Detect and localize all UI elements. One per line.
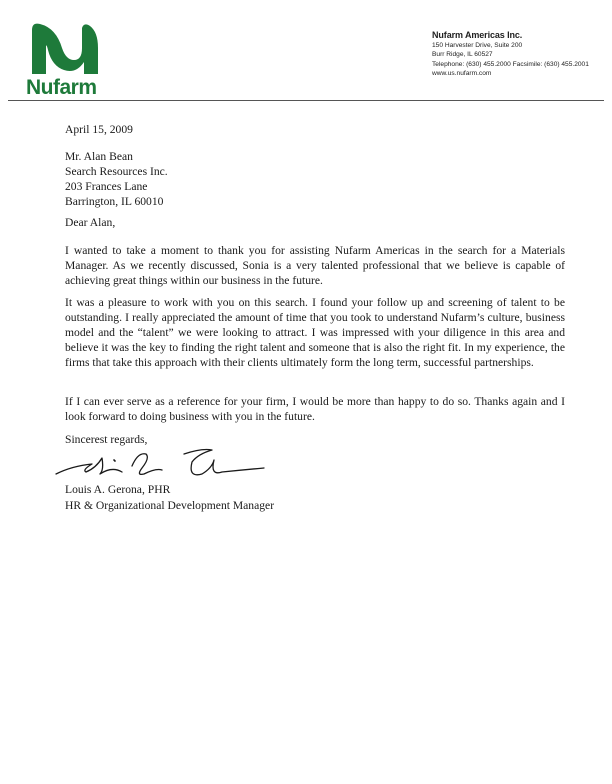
signer-title: HR & Organizational Development Manager <box>65 499 275 512</box>
nufarm-logo <box>26 18 116 99</box>
closing: Sincerest regards, <box>65 433 148 446</box>
recipient-name: Mr. Alan Bean <box>65 150 133 163</box>
logo-wordmark: Nufarm <box>26 76 97 99</box>
paragraph-3: If I can ever serve as a reference for your firm, I would be more than happy to do so. Thanks again and I look forward to doing business with you in the future. <box>65 395 565 424</box>
paragraph-2: It was a pleasure to work with you on this search. I found your follow up and screening of talent to be outstanding. I really appreciated the amount of time that you took to understand Nufarm’s culture, business model and the “talent” we were looking to attract. I was impressed with your diligence in this area and believe it was the key to finding the right talent and someone that is also the right fit. In my experience, the firms that take this approach with their clients ultimately form the long term, successful partnerships. <box>65 296 565 370</box>
recipient-address <box>65 149 565 209</box>
phone-fax-line: Telephone: (630) 455.2000 Facsimile: (630) 455.2001 <box>432 60 589 68</box>
company-contact-block <box>432 29 602 79</box>
website-text: www.us.nufarm.com <box>432 70 492 78</box>
letter-date: April 15, 2009 <box>65 123 133 136</box>
salutation: Dear Alan, <box>65 216 116 229</box>
recipient-company: Search Resources Inc. <box>65 165 168 179</box>
recipient-city: Barrington, IL 60010 <box>65 195 164 209</box>
letterhead-divider <box>8 100 604 101</box>
nufarm-leaf-icon <box>26 18 116 76</box>
handwritten-signature <box>52 444 272 480</box>
recipient-street: 203 Frances Lane <box>65 180 148 194</box>
paragraph-1: I wanted to take a moment to thank you for assisting Nufarm Americas in the search for a Materials Manager. As we recently discussed, Sonia is a very talented professional that we believe is capable of achieving great things within our business in the future. <box>65 244 565 288</box>
company-name: Nufarm Americas Inc. <box>432 30 523 40</box>
address-line-1: 150 Harvester Drive, Suite 200 <box>432 42 523 49</box>
signer-name: Louis A. Gerona, PHR <box>65 483 171 496</box>
address-line-2: Burr Ridge, IL 60527 <box>432 51 493 59</box>
